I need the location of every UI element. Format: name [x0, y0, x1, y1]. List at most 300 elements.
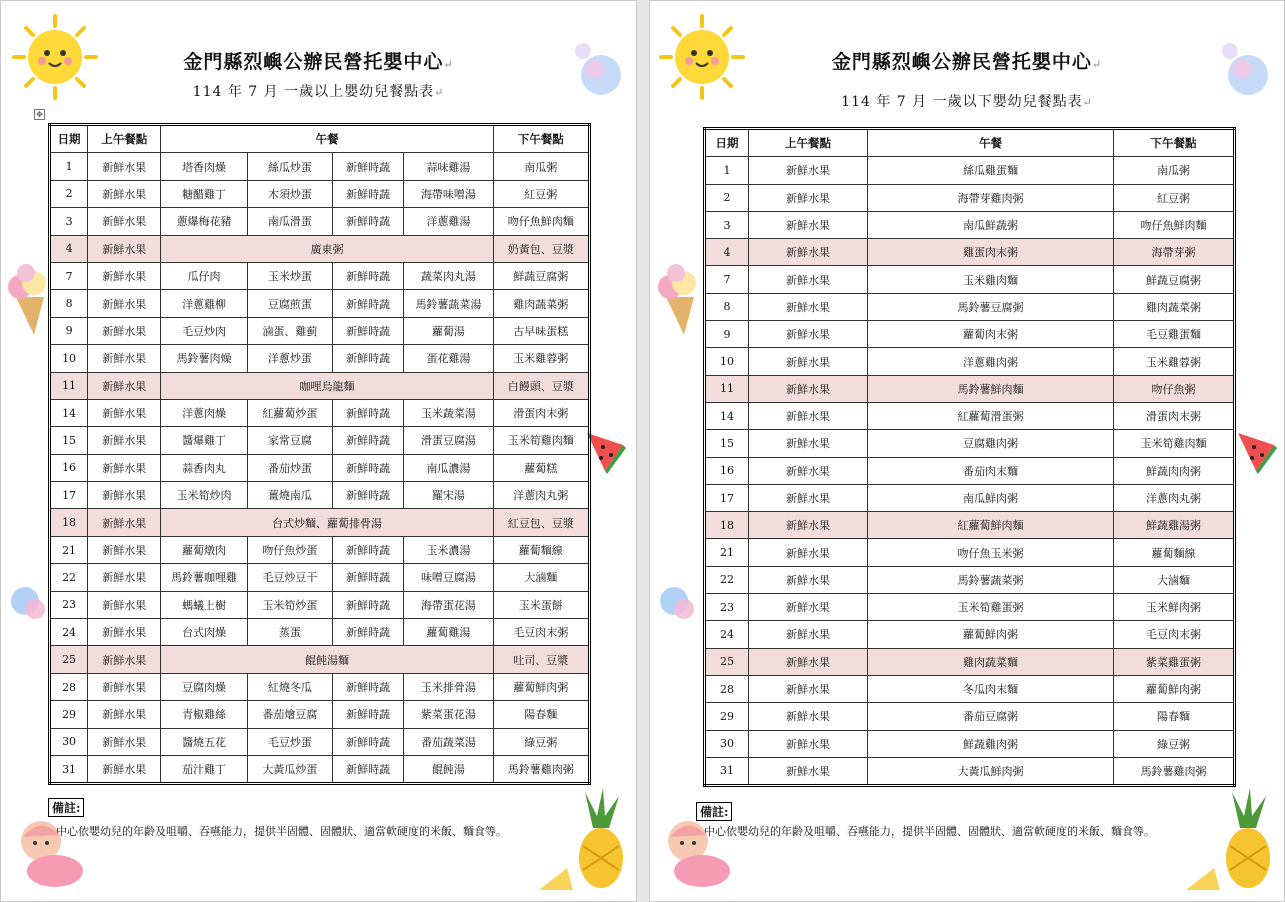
morning-cell: 新鮮水果	[88, 372, 161, 399]
morning-cell: 新鮮水果	[749, 512, 868, 539]
lunch-soup-cell: 味噌豆腐湯	[404, 564, 493, 591]
afternoon-cell: 紫菜雞蛋粥	[1114, 648, 1235, 675]
balloon-icon	[9, 583, 49, 633]
header-date: 日期	[705, 129, 749, 157]
table-row	[50, 564, 590, 591]
morning-cell: 新鮮水果	[88, 153, 161, 180]
date-cell: 2	[50, 180, 88, 207]
table-row	[705, 703, 1235, 730]
lunch-veg-cell: 新鮮時蔬	[333, 564, 404, 591]
table-row	[50, 262, 590, 289]
table-row	[50, 399, 590, 426]
lunch-veg-cell: 新鮮時蔬	[333, 399, 404, 426]
lunch-main-cell: 醬燒五花	[161, 728, 247, 755]
lunch-cell: 豆腐雞肉粥	[868, 430, 1114, 457]
afternoon-cell: 玉米蛋餅	[493, 591, 589, 618]
morning-cell: 新鮮水果	[749, 757, 868, 785]
lunch-side-cell: 蒸蛋	[247, 619, 332, 646]
table-row	[50, 180, 590, 207]
lunch-main-cell: 糖醋雞丁	[161, 180, 247, 207]
table-row	[705, 757, 1235, 785]
header-morning: 上午餐點	[749, 129, 868, 157]
morning-cell: 新鮮水果	[88, 673, 161, 700]
morning-cell: 新鮮水果	[749, 621, 868, 648]
table-row	[705, 484, 1235, 511]
lunch-cell: 冬瓜肉末麵	[868, 675, 1114, 702]
table-row	[705, 239, 1235, 266]
lunch-veg-cell: 新鮮時蔬	[333, 427, 404, 454]
morning-cell: 新鮮水果	[749, 566, 868, 593]
afternoon-cell: 南瓜粥	[493, 153, 589, 180]
date-cell: 21	[50, 536, 88, 563]
table-row	[705, 266, 1235, 293]
date-cell: 15	[50, 427, 88, 454]
note-label: 備註:	[48, 798, 84, 817]
lunch-side-cell: 大黃瓜炒蛋	[247, 755, 332, 783]
lunch-veg-cell: 新鮮時蔬	[333, 701, 404, 728]
morning-cell: 新鮮水果	[749, 484, 868, 511]
date-cell: 18	[50, 509, 88, 536]
lunch-veg-cell: 新鮮時蔬	[333, 536, 404, 563]
lunch-side-cell: 番茄炒蛋	[247, 454, 332, 481]
lunch-soup-cell: 蘿蔔雞湯	[404, 619, 493, 646]
date-cell: 1	[705, 157, 749, 184]
morning-cell: 新鮮水果	[749, 211, 868, 238]
table-row	[705, 457, 1235, 484]
lunch-side-cell: 毛豆炒豆干	[247, 564, 332, 591]
morning-cell: 新鮮水果	[749, 266, 868, 293]
lunch-cell: 大黃瓜鮮肉粥	[868, 757, 1114, 785]
table-row	[50, 482, 590, 509]
date-cell: 23	[50, 591, 88, 618]
lunch-veg-cell: 新鮮時蔬	[333, 180, 404, 207]
date-cell: 31	[705, 757, 749, 785]
morning-cell: 新鮮水果	[749, 703, 868, 730]
date-cell: 4	[50, 235, 88, 262]
pineapple-icon	[537, 786, 633, 894]
lunch-side-cell: 南瓜滑蛋	[247, 208, 332, 235]
lunch-veg-cell: 新鮮時蔬	[333, 153, 404, 180]
table-row	[50, 153, 590, 180]
date-cell: 25	[705, 648, 749, 675]
date-cell: 7	[50, 262, 88, 289]
lunch-veg-cell: 新鮮時蔬	[333, 619, 404, 646]
morning-cell: 新鮮水果	[88, 509, 161, 536]
lunch-cell: 雞肉蔬菜麵	[868, 648, 1114, 675]
afternoon-cell: 鮮蔬肉肉粥	[1114, 457, 1235, 484]
lunch-main-cell: 蒜香肉丸	[161, 454, 247, 481]
lunch-soup-cell: 蛋花雞湯	[404, 345, 493, 372]
lunch-soup-cell: 馬鈴薯蔬菜湯	[404, 290, 493, 317]
page-older-menu	[0, 0, 637, 902]
lunch-main-cell: 馬鈴薯咖哩雞	[161, 564, 247, 591]
table-row	[705, 293, 1235, 320]
table-row	[50, 701, 590, 728]
date-cell: 21	[705, 539, 749, 566]
morning-cell: 新鮮水果	[749, 184, 868, 211]
table-row	[705, 321, 1235, 348]
date-cell: 14	[50, 399, 88, 426]
afternoon-cell: 毛豆肉末粥	[493, 619, 589, 646]
lunch-cell: 南瓜鮮蔬粥	[868, 211, 1114, 238]
date-cell: 3	[705, 211, 749, 238]
morning-cell: 新鮮水果	[88, 290, 161, 317]
afternoon-cell: 海帶芽粥	[1114, 239, 1235, 266]
date-cell: 8	[705, 293, 749, 320]
morning-cell: 新鮮水果	[88, 399, 161, 426]
afternoon-cell: 吻仔魚鮮肉麵	[493, 208, 589, 235]
table-header-row	[705, 129, 1235, 157]
morning-cell: 新鮮水果	[88, 482, 161, 509]
table-row	[50, 317, 590, 344]
page-subtitle: 114 年 7 月 一歲以下嬰幼兒餐點表↵	[841, 94, 1093, 110]
lunch-cell: 馬鈴薯豆腐粥	[868, 293, 1114, 320]
date-cell: 16	[705, 457, 749, 484]
date-cell: 7	[705, 266, 749, 293]
date-cell: 29	[705, 703, 749, 730]
header-lunch: 午餐	[868, 129, 1114, 157]
lunch-cell: 海帶芽雞肉粥	[868, 184, 1114, 211]
afternoon-cell: 紅豆包、豆漿	[493, 509, 589, 536]
table-row	[50, 427, 590, 454]
lunch-main-cell: 塔香肉燥	[161, 153, 247, 180]
lunch-veg-cell: 新鮮時蔬	[333, 591, 404, 618]
lunch-side-cell: 洋蔥炒蛋	[247, 345, 332, 372]
header-date: 日期	[50, 125, 88, 153]
lunch-cell: 咖哩烏龍麵	[161, 372, 493, 399]
menu-table-infant	[703, 127, 1236, 787]
date-cell: 22	[50, 564, 88, 591]
morning-cell: 新鮮水果	[749, 375, 868, 402]
morning-cell: 新鮮水果	[749, 457, 868, 484]
lunch-cell: 玉米雞肉麵	[868, 266, 1114, 293]
date-cell: 24	[705, 621, 749, 648]
table-header-row	[50, 125, 590, 153]
lunch-soup-cell: 番茄蔬菜湯	[404, 728, 493, 755]
table-row	[705, 566, 1235, 593]
table-row	[50, 509, 590, 536]
table-row	[50, 290, 590, 317]
lunch-cell: 鮮蔬雞肉粥	[868, 730, 1114, 757]
date-cell: 9	[705, 321, 749, 348]
lunch-soup-cell: 餛飩湯	[404, 755, 493, 783]
afternoon-cell: 玉米雞蓉粥	[1114, 348, 1235, 375]
ice-cream-icon	[6, 263, 48, 337]
lunch-veg-cell: 新鮮時蔬	[333, 208, 404, 235]
afternoon-cell: 玉米筍雞肉麵	[493, 427, 589, 454]
lunch-cell: 番茄豆腐粥	[868, 703, 1114, 730]
morning-cell: 新鮮水果	[88, 619, 161, 646]
lunch-side-cell: 薑燒南瓜	[247, 482, 332, 509]
lunch-soup-cell: 蔬菜肉丸湯	[404, 262, 493, 289]
afternoon-cell: 奶黃包、豆漿	[493, 235, 589, 262]
afternoon-cell: 陽春麵	[493, 701, 589, 728]
morning-cell: 新鮮水果	[88, 427, 161, 454]
morning-cell: 新鮮水果	[88, 454, 161, 481]
date-cell: 22	[705, 566, 749, 593]
morning-cell: 新鮮水果	[749, 539, 868, 566]
lunch-cell: 吻仔魚玉米粥	[868, 539, 1114, 566]
page-title: 金門縣烈嶼公辦民營托嬰中心↵	[831, 51, 1103, 73]
lunch-soup-cell: 海帶味噌湯	[404, 180, 493, 207]
table-row	[50, 235, 590, 262]
date-cell: 28	[50, 673, 88, 700]
watermelon-icon	[1234, 425, 1278, 475]
lunch-soup-cell: 紫菜蛋花湯	[404, 701, 493, 728]
morning-cell: 新鮮水果	[88, 728, 161, 755]
morning-cell: 新鮮水果	[88, 646, 161, 673]
afternoon-cell: 綠豆粥	[1114, 730, 1235, 757]
lunch-soup-cell: 洋蔥雞湯	[404, 208, 493, 235]
afternoon-cell: 古早味蛋糕	[493, 317, 589, 344]
afternoon-cell: 馬鈴薯雞肉粥	[1114, 757, 1235, 785]
menu-table-older	[48, 123, 591, 785]
afternoon-cell: 鮮蔬豆腐粥	[1114, 266, 1235, 293]
header-lunch: 午餐	[161, 125, 493, 153]
date-cell: 15	[705, 430, 749, 457]
afternoon-cell: 玉米雞蓉粥	[493, 345, 589, 372]
table-row	[705, 430, 1235, 457]
morning-cell: 新鮮水果	[88, 591, 161, 618]
table-row	[705, 157, 1235, 184]
lunch-main-cell: 蔥爆梅花豬	[161, 208, 247, 235]
afternoon-cell: 南瓜粥	[1114, 157, 1235, 184]
lunch-soup-cell: 玉米蔬菜湯	[404, 399, 493, 426]
header-morning: 上午餐點	[88, 125, 161, 153]
lunch-main-cell: 豆腐肉燥	[161, 673, 247, 700]
morning-cell: 新鮮水果	[88, 262, 161, 289]
afternoon-cell: 馬鈴薯雞肉粥	[493, 755, 589, 783]
table-row	[50, 208, 590, 235]
table-row	[705, 348, 1235, 375]
date-cell: 29	[50, 701, 88, 728]
morning-cell: 新鮮水果	[88, 235, 161, 262]
lunch-veg-cell: 新鮮時蔬	[333, 673, 404, 700]
morning-cell: 新鮮水果	[749, 430, 868, 457]
date-cell: 10	[50, 345, 88, 372]
table-row	[705, 594, 1235, 621]
table-row	[705, 730, 1235, 757]
afternoon-cell: 蘿蔔麵線	[1114, 539, 1235, 566]
lunch-cell: 紅蘿蔔滑蛋粥	[868, 402, 1114, 429]
table-move-handle[interactable]: ✥	[34, 109, 45, 120]
lunch-soup-cell: 玉米排骨湯	[404, 673, 493, 700]
lunch-main-cell: 玉米筍炒肉	[161, 482, 247, 509]
afternoon-cell: 綠豆粥	[493, 728, 589, 755]
lunch-main-cell: 洋蔥肉燥	[161, 399, 247, 426]
header-afternoon: 下午餐點	[1114, 129, 1235, 157]
afternoon-cell: 紅豆粥	[493, 180, 589, 207]
lunch-main-cell: 蘿蔔燉肉	[161, 536, 247, 563]
morning-cell: 新鮮水果	[749, 293, 868, 320]
lunch-soup-cell: 蘿蔔湯	[404, 317, 493, 344]
afternoon-cell: 滑蛋肉末粥	[493, 399, 589, 426]
lunch-main-cell: 青椒雞絲	[161, 701, 247, 728]
lunch-cell: 馬鈴薯鮮肉麵	[868, 375, 1114, 402]
date-cell: 23	[705, 594, 749, 621]
lunch-side-cell: 家常豆腐	[247, 427, 332, 454]
date-cell: 30	[705, 730, 749, 757]
note-text: 中心依嬰幼兒的年齡及咀嚼、吞嚥能力，提供半固體、固體狀、適當軟硬度的米飯、麵食等。	[704, 825, 1155, 838]
afternoon-cell: 毛豆雞蛋麵	[1114, 321, 1235, 348]
date-cell: 25	[50, 646, 88, 673]
lunch-cell: 蘿蔔鮮肉粥	[868, 621, 1114, 648]
afternoon-cell: 吻仔魚鮮肉麵	[1114, 211, 1235, 238]
lunch-soup-cell: 羅宋湯	[404, 482, 493, 509]
afternoon-cell: 大滷麵	[493, 564, 589, 591]
table-row	[50, 591, 590, 618]
lunch-veg-cell: 新鮮時蔬	[333, 728, 404, 755]
table-row	[705, 512, 1235, 539]
afternoon-cell: 雞肉蔬菜粥	[1114, 293, 1235, 320]
lunch-veg-cell: 新鮮時蔬	[333, 345, 404, 372]
table-row	[50, 755, 590, 783]
lunch-side-cell: 豆腐煎蛋	[247, 290, 332, 317]
afternoon-cell: 毛豆肉末粥	[1114, 621, 1235, 648]
date-cell: 16	[50, 454, 88, 481]
lunch-side-cell: 木須炒蛋	[247, 180, 332, 207]
date-cell: 14	[705, 402, 749, 429]
morning-cell: 新鮮水果	[749, 348, 868, 375]
table-row	[50, 673, 590, 700]
afternoon-cell: 雞肉蔬菜粥	[493, 290, 589, 317]
table-row	[50, 536, 590, 563]
lunch-veg-cell: 新鮮時蔬	[333, 482, 404, 509]
date-cell: 28	[705, 675, 749, 702]
lunch-side-cell: 番茄燴豆腐	[247, 701, 332, 728]
lunch-cell: 洋蔥雞肉粥	[868, 348, 1114, 375]
morning-cell: 新鮮水果	[88, 345, 161, 372]
afternoon-cell: 玉米鮮肉粥	[1114, 594, 1235, 621]
table-row	[705, 648, 1235, 675]
pineapple-icon	[1184, 786, 1280, 894]
date-cell: 11	[705, 375, 749, 402]
afternoon-cell: 蘿蔔鮮肉粥	[1114, 675, 1235, 702]
afternoon-cell: 滑蛋肉末粥	[1114, 402, 1235, 429]
afternoon-cell: 洋蔥肉丸粥	[493, 482, 589, 509]
morning-cell: 新鮮水果	[88, 536, 161, 563]
afternoon-cell: 蘿蔔鮮肉粥	[493, 673, 589, 700]
lunch-side-cell: 玉米炒蛋	[247, 262, 332, 289]
table-row	[705, 184, 1235, 211]
lunch-side-cell: 紅蘿蔔炒蛋	[247, 399, 332, 426]
page-infant-menu	[649, 0, 1285, 902]
table-row	[705, 539, 1235, 566]
lunch-side-cell: 吻仔魚炒蛋	[247, 536, 332, 563]
lunch-main-cell: 馬鈴薯肉燥	[161, 345, 247, 372]
lunch-side-cell: 滷蛋、雞蓟	[247, 317, 332, 344]
lunch-main-cell: 螞蟻上樹	[161, 591, 247, 618]
lunch-cell: 蘿蔔肉末粥	[868, 321, 1114, 348]
morning-cell: 新鮮水果	[749, 157, 868, 184]
balloon-icon	[658, 583, 698, 633]
lunch-main-cell: 醬爆雞丁	[161, 427, 247, 454]
lunch-main-cell: 瓜仔肉	[161, 262, 247, 289]
table-row	[50, 646, 590, 673]
lunch-cell: 馬鈴薯蔬菜粥	[868, 566, 1114, 593]
lunch-cell: 南瓜鮮肉粥	[868, 484, 1114, 511]
afternoon-cell: 紅豆粥	[1114, 184, 1235, 211]
lunch-side-cell: 玉米筍炒蛋	[247, 591, 332, 618]
lunch-soup-cell: 南瓜濃湯	[404, 454, 493, 481]
date-cell: 18	[705, 512, 749, 539]
date-cell: 24	[50, 619, 88, 646]
table-row	[50, 619, 590, 646]
lunch-main-cell: 台式肉燥	[161, 619, 247, 646]
afternoon-cell: 鮮蔬雞湯粥	[1114, 512, 1235, 539]
lunch-side-cell: 絲瓜炒蛋	[247, 153, 332, 180]
page-subtitle: 114 年 7 月 一歲以上嬰幼兒餐點表↵	[192, 84, 445, 100]
afternoon-cell: 大滷麵	[1114, 566, 1235, 593]
table-row	[705, 675, 1235, 702]
lunch-cell: 番茄肉末麵	[868, 457, 1114, 484]
morning-cell: 新鮮水果	[88, 208, 161, 235]
lunch-side-cell: 毛豆炒蛋	[247, 728, 332, 755]
table-row	[50, 372, 590, 399]
note-text: 中心依嬰幼兒的年齡及咀嚼、吞嚥能力，提供半固體、固體狀、適當軟硬度的米飯、麵食等。	[56, 825, 507, 838]
table-row	[705, 375, 1235, 402]
date-cell: 17	[705, 484, 749, 511]
morning-cell: 新鮮水果	[88, 317, 161, 344]
morning-cell: 新鮮水果	[749, 730, 868, 757]
morning-cell: 新鮮水果	[88, 755, 161, 783]
morning-cell: 新鮮水果	[749, 402, 868, 429]
morning-cell: 新鮮水果	[749, 239, 868, 266]
lunch-veg-cell: 新鮮時蔬	[333, 317, 404, 344]
date-cell: 31	[50, 755, 88, 783]
morning-cell: 新鮮水果	[88, 564, 161, 591]
lunch-cell: 雞蛋肉末粥	[868, 239, 1114, 266]
afternoon-cell: 玉米筍雞肉麵	[1114, 430, 1235, 457]
date-cell: 3	[50, 208, 88, 235]
lunch-cell: 餛飩湯麵	[161, 646, 493, 673]
lunch-veg-cell: 新鮮時蔬	[333, 262, 404, 289]
date-cell: 4	[705, 239, 749, 266]
lunch-soup-cell: 玉米濃湯	[404, 536, 493, 563]
lunch-cell: 廣東粥	[161, 235, 493, 262]
afternoon-cell: 蘿蔔麵線	[493, 536, 589, 563]
lunch-veg-cell: 新鮮時蔬	[333, 454, 404, 481]
lunch-main-cell: 毛豆炒肉	[161, 317, 247, 344]
header-afternoon: 下午餐點	[493, 125, 589, 153]
afternoon-cell: 白饅頭、豆漿	[493, 372, 589, 399]
lunch-soup-cell: 蒜味雞湯	[404, 153, 493, 180]
morning-cell: 新鮮水果	[749, 594, 868, 621]
lunch-main-cell: 茄汁雞丁	[161, 755, 247, 783]
afternoon-cell: 陽春麵	[1114, 703, 1235, 730]
afternoon-cell: 鮮蔬豆腐粥	[493, 262, 589, 289]
lunch-soup-cell: 海帶蛋花湯	[404, 591, 493, 618]
afternoon-cell: 洋蔥肉丸粥	[1114, 484, 1235, 511]
lunch-main-cell: 洋蔥雞柳	[161, 290, 247, 317]
date-cell: 17	[50, 482, 88, 509]
morning-cell: 新鮮水果	[88, 180, 161, 207]
date-cell: 1	[50, 153, 88, 180]
morning-cell: 新鮮水果	[749, 648, 868, 675]
date-cell: 11	[50, 372, 88, 399]
afternoon-cell: 蘿蔔糕	[493, 454, 589, 481]
lunch-side-cell: 紅燒冬瓜	[247, 673, 332, 700]
table-row	[705, 621, 1235, 648]
page-title: 金門縣烈嶼公辦民營托嬰中心↵	[183, 51, 454, 73]
table-row	[50, 454, 590, 481]
table-row	[705, 402, 1235, 429]
ice-cream-icon	[656, 263, 698, 337]
lunch-cell: 絲瓜雞蛋麵	[868, 157, 1114, 184]
morning-cell: 新鮮水果	[749, 321, 868, 348]
lunch-veg-cell: 新鮮時蔬	[333, 290, 404, 317]
afternoon-cell: 吻仔魚粥	[1114, 375, 1235, 402]
